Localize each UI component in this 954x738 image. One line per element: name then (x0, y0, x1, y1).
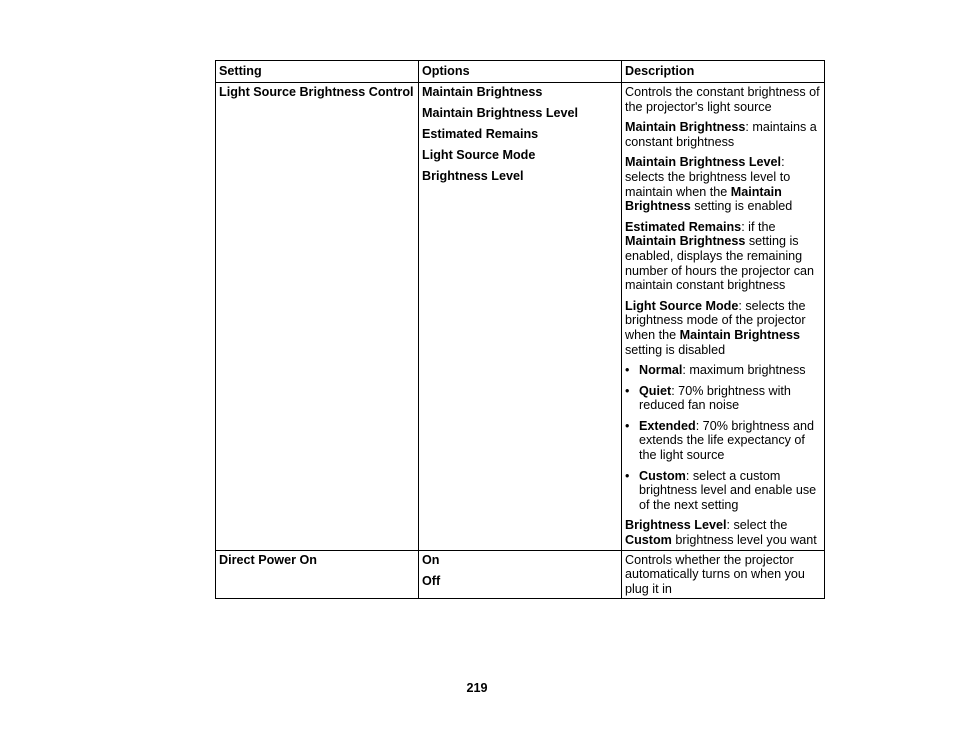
list-item (625, 363, 820, 378)
page-number: 219 (466, 681, 488, 695)
description-paragraph (625, 120, 820, 149)
term: Custom (625, 533, 672, 548)
description-cell (622, 83, 825, 551)
term: Brightness Level (625, 518, 727, 533)
table-row (216, 550, 825, 599)
term: Estimated Remains (625, 219, 742, 234)
description-cell (622, 550, 825, 599)
definition: setting is enabled, displays the remaining number of hours the projector can maintain constant brightness (625, 234, 815, 293)
option-item: Brightness Level (422, 169, 524, 184)
options-cell (419, 83, 622, 551)
description-paragraph (625, 220, 820, 293)
definition: : 70% brightness with reduced fan noise (639, 383, 791, 413)
term: Normal (639, 363, 683, 378)
option-item: Maintain Brightness (422, 85, 543, 99)
definition: : maintains a constant brightness (625, 120, 817, 149)
term: Light Source Mode (625, 298, 739, 313)
definition: : selects the brightness mode of the projector when the (625, 298, 806, 342)
option-item: Maintain Brightness Level (422, 106, 579, 121)
option-item: On (422, 552, 440, 567)
description-paragraph (625, 299, 820, 357)
definition: setting is enabled (690, 199, 793, 214)
setting-cell: Light Source Brightness Control (216, 83, 419, 551)
option-item: Estimated Remains (422, 127, 539, 142)
header-setting: Setting (216, 61, 419, 83)
term: Maintain Brightness (625, 234, 746, 249)
setting-cell: Direct Power On (216, 550, 419, 599)
option-item: Off (422, 573, 441, 588)
definition: : if the (741, 219, 776, 234)
description-intro: Controls whether the projector automatically turns on when you plug it in (625, 552, 805, 596)
definition: setting is disabled (625, 342, 726, 357)
term: Maintain Brightness (625, 184, 782, 214)
description-intro: Controls the constant brightness of the projector's light source (625, 85, 820, 114)
settings-table (215, 60, 825, 599)
description-paragraph (625, 518, 820, 547)
list-item (625, 384, 820, 413)
mode-bullet-list (625, 363, 820, 512)
term: Custom (639, 468, 686, 483)
description-paragraph (625, 155, 820, 213)
definition: : maximum brightness (682, 363, 806, 378)
table-row (216, 83, 825, 551)
term: Maintain Brightness (679, 327, 800, 342)
list-item (625, 469, 820, 513)
term: Maintain Brightness Level (625, 155, 782, 170)
list-item (625, 419, 820, 463)
options-cell (419, 550, 622, 599)
term: Extended (639, 418, 696, 433)
definition: : selects the brightness level to maintain when the (625, 155, 791, 199)
definition: : select a custom brightness level and enable use of the next setting (639, 468, 817, 512)
definition: : 70% brightness and extends the life expectancy of the light source (639, 418, 815, 463)
definition: brightness level you want (671, 533, 817, 548)
term: Quiet (639, 383, 672, 398)
option-item: Light Source Mode (422, 148, 536, 163)
definition: : select the (726, 518, 788, 533)
header-options: Options (419, 61, 622, 83)
header-description: Description (622, 61, 825, 83)
term: Maintain Brightness (625, 120, 746, 135)
table-header-row (216, 61, 825, 83)
